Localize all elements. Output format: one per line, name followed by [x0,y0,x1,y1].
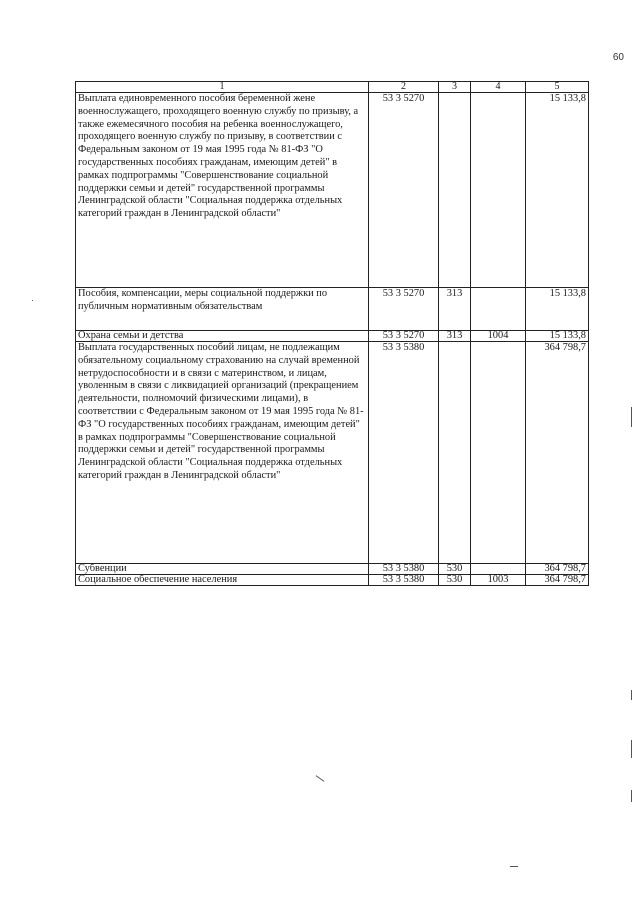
table-row [76,564,589,575]
header-col-5: 5 [526,82,589,93]
header-col-3: 3 [439,82,471,93]
page-number: 60 [612,52,624,63]
table-header [76,82,589,93]
row-name: Субвенции [76,564,369,575]
row-vr: 530 [439,564,471,575]
table-body [76,93,589,586]
row-rz: 1004 [471,331,526,342]
row-name: Охрана семьи и детства [76,331,369,342]
row-csr: 53 3 5270 [369,331,439,342]
row-csr: 53 3 5270 [369,288,439,331]
table-row [76,331,589,342]
row-rz: 1003 [471,575,526,586]
row-vr: 313 [439,331,471,342]
row-amount: 364 798,7 [526,564,589,575]
row-vr: 313 [439,288,471,331]
row-name: Пособия, компенсации, меры социальной поддержки по публичным нормативным обязательствам [76,288,369,331]
row-vr [439,93,471,288]
table-row [76,342,589,564]
header-col-1: 1 [76,82,369,93]
scan-artifact [510,866,518,867]
scan-artifact [631,790,632,802]
header-col-2: 2 [369,82,439,93]
header-row [76,82,589,93]
row-name: Выплата единовременного пособия беременной жене военнослужащего, проходящего военную службу по призыву, а также ежемесячного пособия на ребенка военнослужащего, проходящего военную службу по призыву, в соответствии с Федеральным законом от 19 мая 1995 года № 81-ФЗ "О государственных пособиях гражданам, имеющим детей" в рамках подпрограммы "Совершенствование социальной поддержки семьи и детей" государственной программы Ленинградской области "Социальная поддержка отдельных категорий граждан в Ленинградской области" [76,93,369,288]
row-name: Выплата государственных пособий лицам, не подлежащим обязательному социальному страхованию на случай временной нетрудоспособности и в связи с материнством, и лицам, уволенным в связи с ликвидацией организаций (прекращением деятельности, полномочий физическими лицами), в соответствии с Федеральным законом от 19 мая 1995 года № 81-ФЗ "О государственных пособиях гражданам, имеющим детей" в рамках подпрограммы "Совершенствование социальной поддержки семьи и детей" государственной программы Ленинградской области "Социальная поддержка отдельных категорий граждан в Ленинградской области" [76,342,369,564]
table-row [76,93,589,288]
scan-artifact [631,740,632,758]
row-amount: 15 133,8 [526,93,589,288]
scan-artifact [631,690,632,700]
row-name: Социальное обеспечение населения [76,575,369,586]
row-csr: 53 3 5380 [369,342,439,564]
row-rz [471,288,526,331]
row-amount: 15 133,8 [526,288,589,331]
row-csr: 53 3 5380 [369,564,439,575]
row-rz [471,93,526,288]
header-col-4: 4 [471,82,526,93]
budget-table [75,81,589,586]
scan-artifact [316,775,325,782]
row-amount: 364 798,7 [526,575,589,586]
row-rz [471,564,526,575]
scan-artifact [32,300,33,301]
row-amount: 15 133,8 [526,331,589,342]
row-vr [439,342,471,564]
row-csr: 53 3 5270 [369,93,439,288]
scan-artifact [631,407,632,427]
row-rz [471,342,526,564]
row-vr: 530 [439,575,471,586]
row-csr: 53 3 5380 [369,575,439,586]
table-row [76,288,589,331]
table-row [76,575,589,586]
row-amount: 364 798,7 [526,342,589,564]
